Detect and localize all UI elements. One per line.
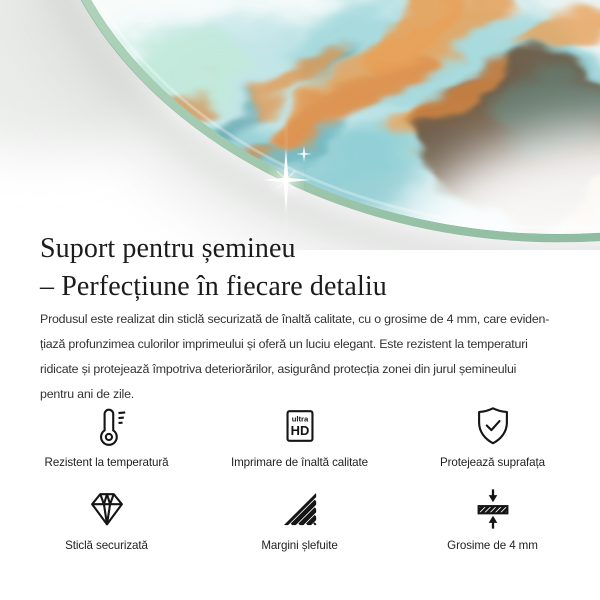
feature-grid bbox=[10, 402, 590, 552]
feature-item bbox=[396, 402, 589, 469]
page-title bbox=[40, 230, 387, 306]
product-image bbox=[0, 0, 600, 250]
description-line: ridicate și protejează împotriva deteriorărilor, asigurând protecția zonei din jurul șemineului bbox=[40, 362, 517, 376]
polished-edges-icon bbox=[277, 486, 323, 532]
feature-item bbox=[203, 485, 396, 552]
ultra-hd-text: HD bbox=[290, 423, 309, 439]
shield-check-icon bbox=[470, 403, 516, 449]
feature-label: Margini șlefuite bbox=[261, 539, 338, 552]
thickness-arrows-icon bbox=[470, 486, 516, 532]
feature-label: Sticlă securizată bbox=[65, 539, 148, 552]
diamond-icon bbox=[84, 486, 130, 532]
page-title-line2: – Perfecțiune în fiecare detaliu bbox=[40, 271, 387, 302]
ultra-hd-icon bbox=[277, 403, 323, 449]
feature-item bbox=[10, 402, 203, 469]
description-line: țiază profunzimea culorilor imprimeului și oferă un luciu elegant. Este rezistent la temperaturi bbox=[40, 337, 528, 351]
feature-row bbox=[10, 402, 590, 469]
feature-item bbox=[396, 485, 589, 552]
feature-row bbox=[10, 485, 590, 552]
feature-label: Imprimare de înaltă calitate bbox=[230, 456, 369, 469]
product-description bbox=[40, 307, 549, 407]
description-line: Produsul este realizat din sticlă securizată de înaltă calitate, cu o grosime de 4 mm, care eviden- bbox=[40, 312, 550, 326]
page-title-line1: Suport pentru șemineu bbox=[40, 233, 296, 264]
feature-item bbox=[203, 402, 396, 469]
feature-item bbox=[10, 485, 203, 552]
feature-label: Protejează suprafața bbox=[440, 456, 545, 469]
description-line: pentru ani de zile. bbox=[40, 387, 135, 401]
ultra-hd-text: ultra bbox=[291, 414, 308, 424]
feature-label: Grosime de 4 mm bbox=[447, 539, 538, 552]
thermometer-icon bbox=[84, 403, 130, 449]
feature-label: Rezistent la temperatură bbox=[44, 456, 169, 469]
